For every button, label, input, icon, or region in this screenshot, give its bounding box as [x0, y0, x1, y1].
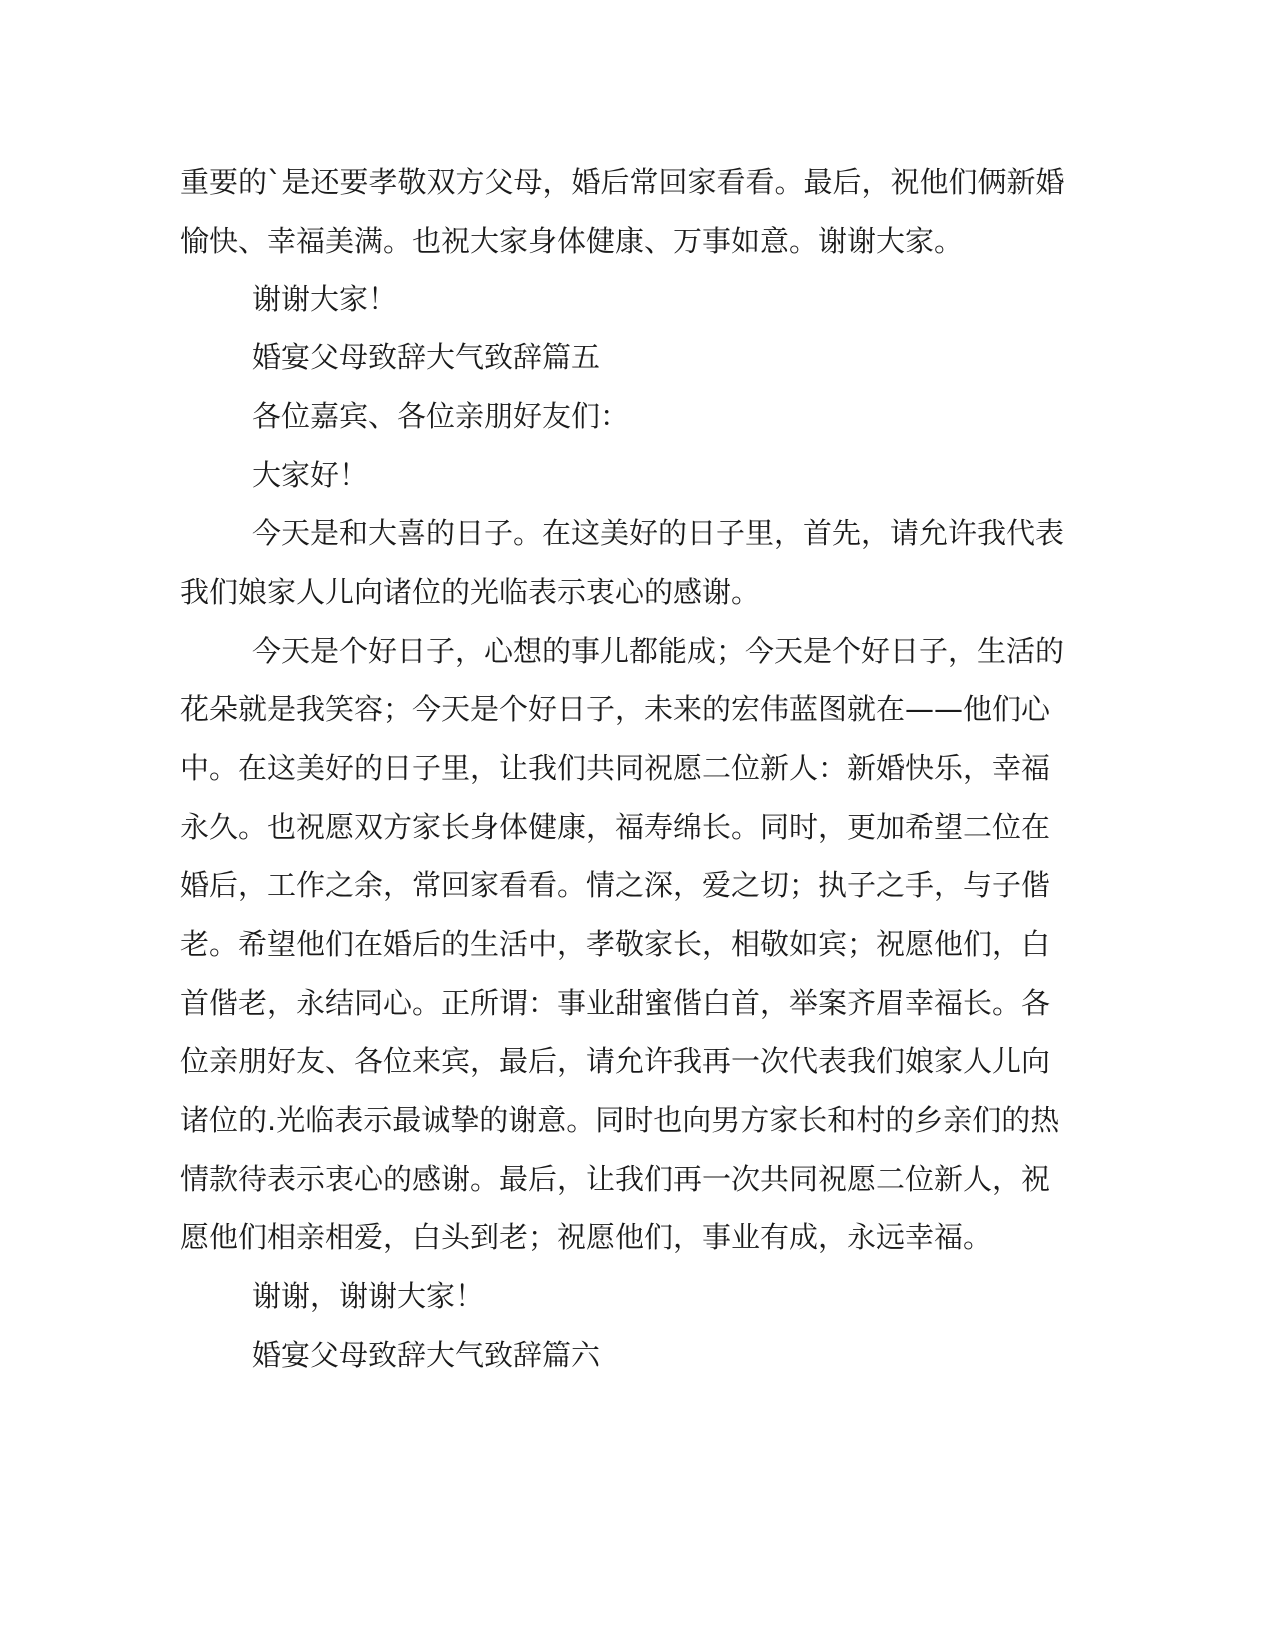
section-heading: 婚宴父母致辞大气致辞篇六: [252, 1338, 601, 1372]
paragraph-line: 谢谢大家！: [252, 282, 398, 316]
closing-line: 谢谢，谢谢大家！: [252, 1279, 485, 1313]
paragraph-line: 花朵就是我笑容；今天是个好日子，未来的宏伟蓝图就在——他们心: [180, 692, 1051, 726]
paragraph-line: 首偕老，永结同心。正所谓：事业甜蜜偕白首，举案齐眉幸福长。各: [180, 986, 1051, 1020]
paragraph-line: 婚后，工作之余，常回家看看。情之深，爱之切；执子之手，与子偕: [180, 868, 1051, 902]
paragraph-line: 中。在这美好的日子里，让我们共同祝愿二位新人：新婚快乐，幸福: [180, 751, 1051, 785]
paragraph-line: 今天是个好日子，心想的事儿都能成；今天是个好日子，生活的: [252, 634, 1065, 668]
paragraph-line: 愿他们相亲相爱，白头到老；祝愿他们，事业有成，永远幸福。: [180, 1220, 993, 1254]
paragraph-line: 永久。也祝愿双方家长身体健康，福寿绵长。同时，更加希望二位在: [180, 810, 1051, 844]
salutation-line: 各位嘉宾、各位亲朋好友们：: [252, 399, 630, 433]
paragraph-line: 老。希望他们在婚后的生活中，孝敬家长，相敬如宾；祝愿他们，白: [180, 927, 1051, 961]
paragraph-line: 我们娘家人儿向诸位的光临表示衷心的感谢。: [180, 575, 761, 609]
paragraph-line: 重要的`是还要孝敬双方父母，婚后常回家看看。最后，祝他们俩新婚: [180, 165, 1065, 199]
paragraph-line: 愉快、幸福美满。也祝大家身体健康、万事如意。谢谢大家。: [180, 224, 964, 258]
greeting-line: 大家好！: [252, 458, 369, 492]
paragraph-line: 情款待表示衷心的感谢。最后，让我们再一次共同祝愿二位新人，祝: [180, 1162, 1051, 1196]
paragraph-line: 诸位的.光临表示最诚挚的谢意。同时也向男方家长和村的乡亲们的热: [180, 1103, 1060, 1137]
section-heading: 婚宴父母致辞大气致辞篇五: [252, 340, 601, 374]
paragraph-line: 今天是和大喜的日子。在这美好的日子里，首先，请允许我代表: [252, 516, 1065, 550]
paragraph-line: 位亲朋好友、各位来宾，最后，请允许我再一次代表我们娘家人儿向: [180, 1044, 1051, 1078]
